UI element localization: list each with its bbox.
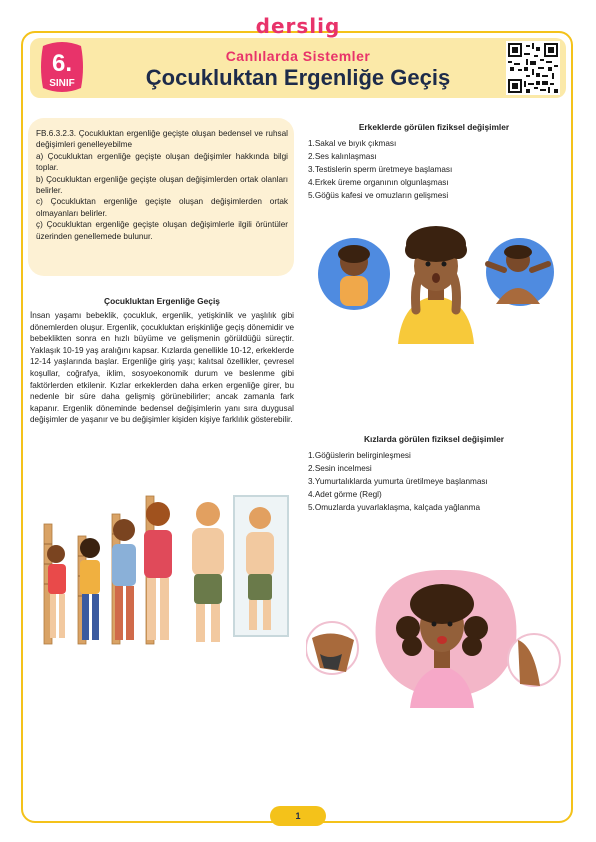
page-number: 1: [270, 806, 326, 826]
list-item: 1.Sakal ve bıyık çıkması: [308, 139, 397, 148]
boy-puberty-illustration: [318, 214, 556, 344]
list-item: 5.Omuzlarda yuvarlaklaşma, kalçada yağlanma: [308, 503, 481, 512]
list-item: 2.Sesin incelmesi: [308, 464, 372, 473]
grade-label: SINIF: [49, 78, 75, 89]
list-item: 1.Göğüslerin belirginleşmesi: [308, 451, 411, 460]
objective-d: ç) Çocukluktan ergenliğe geçişte oluşan değişimlerle ilgili örüntüler üzerinden genellemede bulunur.: [36, 220, 288, 241]
qr-code-icon[interactable]: [506, 41, 560, 95]
girl-puberty-illustration: [306, 562, 562, 708]
intro-heading: Çocukluktan Ergenliğe Geçiş: [104, 296, 220, 306]
girls-heading: Kızlarda görülen fiziksel değişimler: [363, 434, 505, 444]
objectives-text: [36, 128, 288, 242]
unit-subtitle: Canlılarda Sistemler: [225, 48, 371, 64]
objective-a: a) Çocukluktan ergenliğe geçişte oluşan değişimler hakkında bilgi toplar.: [36, 151, 288, 173]
intro-text: İnsan yaşamı bebeklik, çocukluk, ergenlik, yetişkinlik ve yaşlılık gibi dönemlerden oluşur. Ergenlik, çocukluktan erişkinliğe geçiş dönemidir ve bebeklikten sonra en hızlı büyüme ve gelişmenin görüldüğü süreçtir. Yaklaşık 10-19 yaş aralığını kapsar. Kızlarda genellikle 10-12, erkeklerde 12-14 yaşlarında başlar. Ergenliğe giriş yaşı; kalıtsal özellikler, çevresel koşullar, coğrafya, iklim, sosyoekonomik durum ve beslenme gibi faktörlerden etkilenir. Kızlar erkeklerden daha erken ergenliğe girer, bu nedenle bir süre daha gelişmiş görünebilirler; ancak zamanla fark kapanır. Ergenlik döneminde bedensel değişimlerin yanı sıra duygusal değişimler de yaşanır ve bu değişimler kişiden kişiye farklılık gösterebilir.: [30, 311, 294, 425]
list-item: 4.Erkek üreme organının olgunlaşması: [308, 178, 449, 187]
growth-stages-illustration: [36, 492, 290, 648]
girls-list: [308, 449, 488, 514]
objective-b: b) Çocukluktan ergenliğe geçişte oluşan değişimlerden ortak olanları belirler.: [36, 174, 288, 196]
list-item: 5.Göğüs kafesi ve omuzların gelişmesi: [308, 191, 449, 200]
grade-number: 6.: [51, 50, 73, 77]
objective-main: FB.6.3.2.3. Çocukluktan ergenliğe geçişte oluşan bedensel ve ruhsal değişimleri genelleyebilme: [36, 129, 288, 150]
boys-heading: Erkeklerde görülen fiziksel değişimler: [358, 122, 510, 132]
page-title: Çocukluktan Ergenliğe Geçiş: [145, 65, 451, 90]
objective-c: c) Çocukluktan ergenliğe geçişte oluşan değişimlerden ortak olmayanları belirler.: [36, 197, 288, 218]
list-item: 3.Yumurtalıklarda yumurta üretilmeye başlanması: [308, 477, 488, 486]
list-item: 2.Ses kalınlaşması: [308, 152, 377, 161]
list-item: 3.Testislerin sperm üretmeye başlaması: [308, 165, 453, 174]
boys-list: [308, 137, 452, 202]
brand-logo: derslig: [255, 14, 341, 38]
list-item: 4.Adet görme (Regl): [308, 490, 382, 499]
